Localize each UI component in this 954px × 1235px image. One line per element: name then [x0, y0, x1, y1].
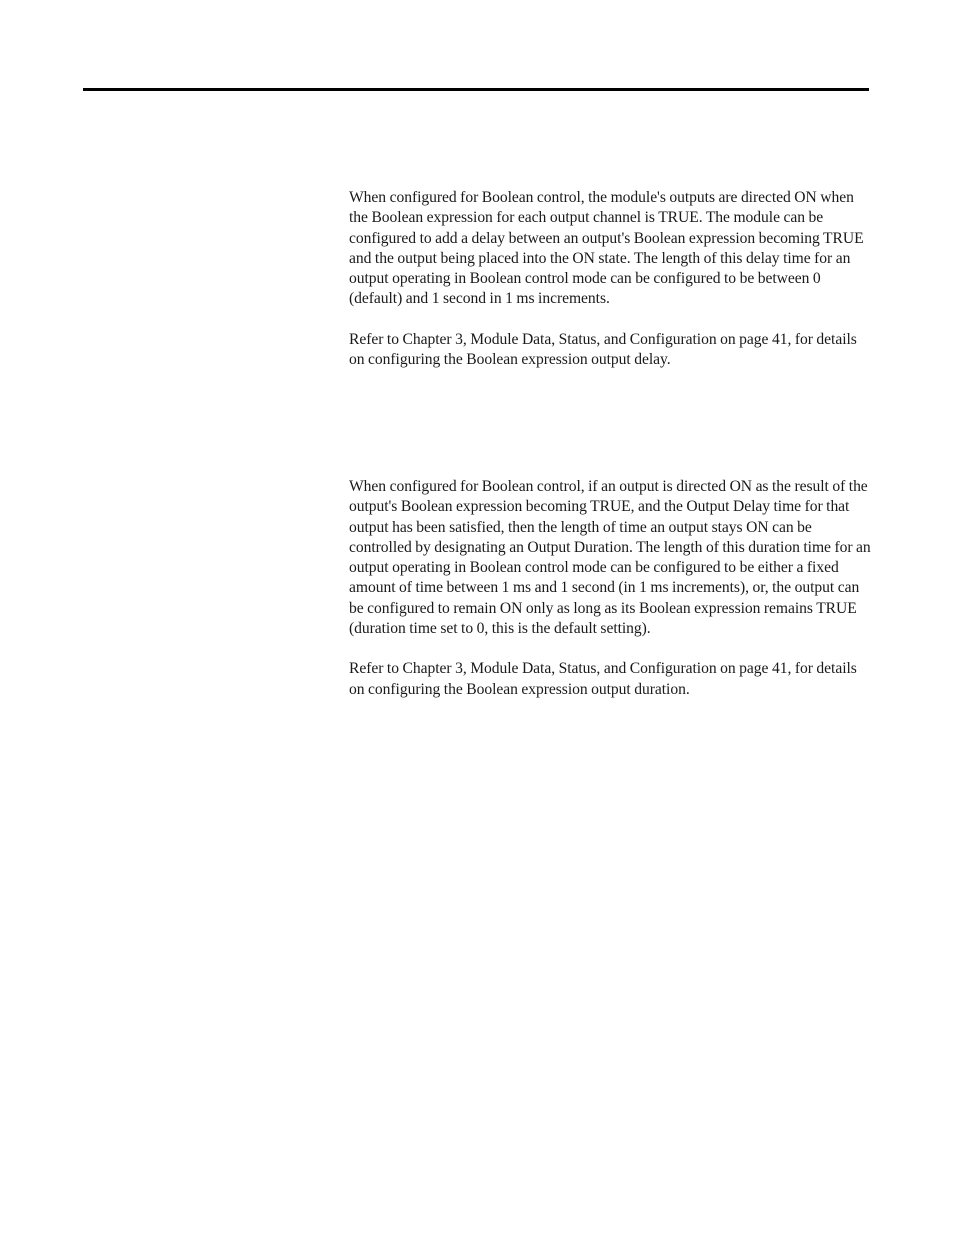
output-duration-section — [349, 477, 871, 700]
output-delay-section — [349, 188, 871, 370]
delay-reference-paragraph: Refer to Chapter 3, Module Data, Status, and Configuration on page 41, for details on configuring the Boolean expression output delay. — [349, 330, 857, 369]
duration-description-paragraph: When configured for Boolean control, if an output is directed ON as the result of the output's Boolean expression becoming TRUE, and the Output Delay time for that output has been satisfied, then the length of time an output stays ON can be controlled by designating an Output Duration. The length of this duration time for an output operating in Boolean control mode can be configured to be either a fixed amount of time between 1 ms and 1 second (in 1 ms increments), or, the output can be configured to remain ON only as long as its Boolean expression remains TRUE (duration time set to 0, this is the default setting). — [349, 478, 871, 638]
duration-reference-paragraph: Refer to Chapter 3, Module Data, Status, and Configuration on page 41, for details on configuring the Boolean expression output duration. — [349, 660, 857, 698]
header-rule — [83, 88, 869, 91]
delay-description-paragraph: When configured for Boolean control, the module's outputs are directed ON when the Boolean expression for each output channel is TRUE. The module can be configured to add a delay between an output's Boolean expression becoming TRUE and the output being placed into the ON state. The length of this delay time for an output operating in Boolean control mode can be configured to be between 0 (default) and 1 second in 1 ms increments. — [349, 189, 864, 308]
